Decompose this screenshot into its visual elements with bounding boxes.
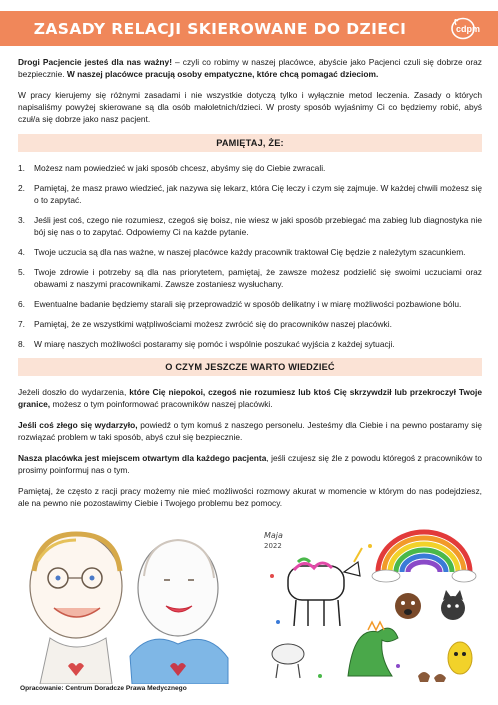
- footer-credit: Opracowanie: Centrum Doradcze Prawa Medycznego: [20, 685, 187, 692]
- section-heading-worth-knowing: O CZYM JESZCZE WARTO WIEDZIEĆ: [18, 358, 482, 376]
- intro-text-a: – czyli co robimy w naszej placówce, abyście jako Pacjenci czuli się dobrze oraz bezpiecznie.: [18, 57, 482, 79]
- intro-bold-b: W naszej placówce pracują osoby empatyczne, które chcą pomagać dzieciom.: [66, 69, 379, 79]
- list-item: 1. Możesz nam powiedzieć w jaki sposób chcesz, abyśmy się do Ciebie zwracali.: [18, 163, 326, 173]
- section-heading-remember: PAMIĘTAJ, ŻE:: [18, 134, 482, 152]
- page-title: ZASADY RELACJI SKIEROWANE DO DZIECI: [33, 19, 407, 38]
- info-paragraph-2: Jeśli coś złego się wydarzyło, powiedź o tym komuś z naszego personelu. Jesteśmy dla Ciebie i na pewno postaramy się rozwiązać problem w taki sposób, abyś czuł się bezpiecznie.: [18, 420, 483, 442]
- drawing-year: 2022: [264, 542, 282, 550]
- logo-text: cdpm: [455, 24, 481, 34]
- intro-paragraph-2: W pracy kierujemy się różnymi zasadami i nie wszystkie dotyczą tylko i wyłącznie metod leczenia. Zasady o których napisaliśmy powyżej skierowane są dla osób małoletnich/dzieci. W prosty sposób wyjaśnimy Ci co będziemy robić, abyś czuł/a się dobrze jako nasz pacjent.: [18, 90, 482, 124]
- info-paragraph-1: Jeżeli doszło do wydarzenia, które Cię niepokoi, czegoś nie rozumiesz lub ktoś Cię skrzywdził lub przekroczył Twoje granice, możesz o tym poinformować pracowników naszej placówki.: [18, 387, 483, 409]
- list-item: 8. W miarę naszych możliwości postaramy się pomóc i wspólnie poszukać wyjścia z każdej sytuacji.: [18, 339, 395, 349]
- drawing-rainbow-animals: [258, 526, 478, 684]
- drawing-two-faces: [20, 526, 232, 684]
- intro-bold-a: Drogi Pacjencie jesteś dla nas ważny!: [18, 57, 172, 67]
- header-banner: [0, 11, 498, 46]
- list-item: 2. Pamiętaj, że masz prawo wiedzieć, jak nazywa się lekarz, która Cię leczy i czym się zajmuje. W każdej chwili możesz się o to zapytać.: [18, 183, 482, 205]
- list-item: 4. Twoje uczucia są dla nas ważne, w naszej placówce każdy pracownik traktował Cię będzie z należytym szacunkiem.: [18, 247, 466, 257]
- list-item: 3. Jeśli jest coś, czego nie rozumiesz, czegoś się boisz, nie wiesz w jaki sposób przebiegać ma zabieg lub diagnostyka nie bój się nas o to zapytać. Odpowiemy Ci na każde pytanie.: [18, 215, 482, 237]
- rules-list: [18, 162, 482, 350]
- list-item: 5. Twoje zdrowie i potrzeby są dla nas priorytetem, pamiętaj, że zawsze możesz podzielić się swoimi uczuciami oraz obawami z naszymi pracownikami. Zawsze zostaniesz wysłuchany.: [18, 267, 482, 289]
- list-item: 6. Ewentualne badanie będziemy starali się przeprowadzić w sposób delikatny i w miarę możliwości pozbawione bólu.: [18, 299, 462, 309]
- info-paragraph-4: Pamiętaj, że często z racji pracy możemy nie mieć możliwości rozmowy akurat w momencie w którym do nas podejdziesz, ale na pewno nie pozostawimy Ciebie i Twojego problemu bez pomocy.: [18, 486, 482, 508]
- document-content: [18, 56, 482, 518]
- cdpm-logo: [450, 16, 486, 41]
- drawing-signature: Maja: [264, 531, 283, 540]
- intro-paragraph-1: [18, 56, 482, 80]
- info-paragraph-3: Nasza placówka jest miejscem otwartym dla każdego pacjenta, jeśli czujesz się źle z powodu któregoś z pracowników to prosimy poinformuj nas o tym.: [18, 453, 482, 475]
- list-item: 7. Pamiętaj, że ze wszystkimi wątpliwościami możesz zwrócić się do pracowników naszej placówki.: [18, 319, 392, 329]
- children-drawings: [20, 526, 478, 684]
